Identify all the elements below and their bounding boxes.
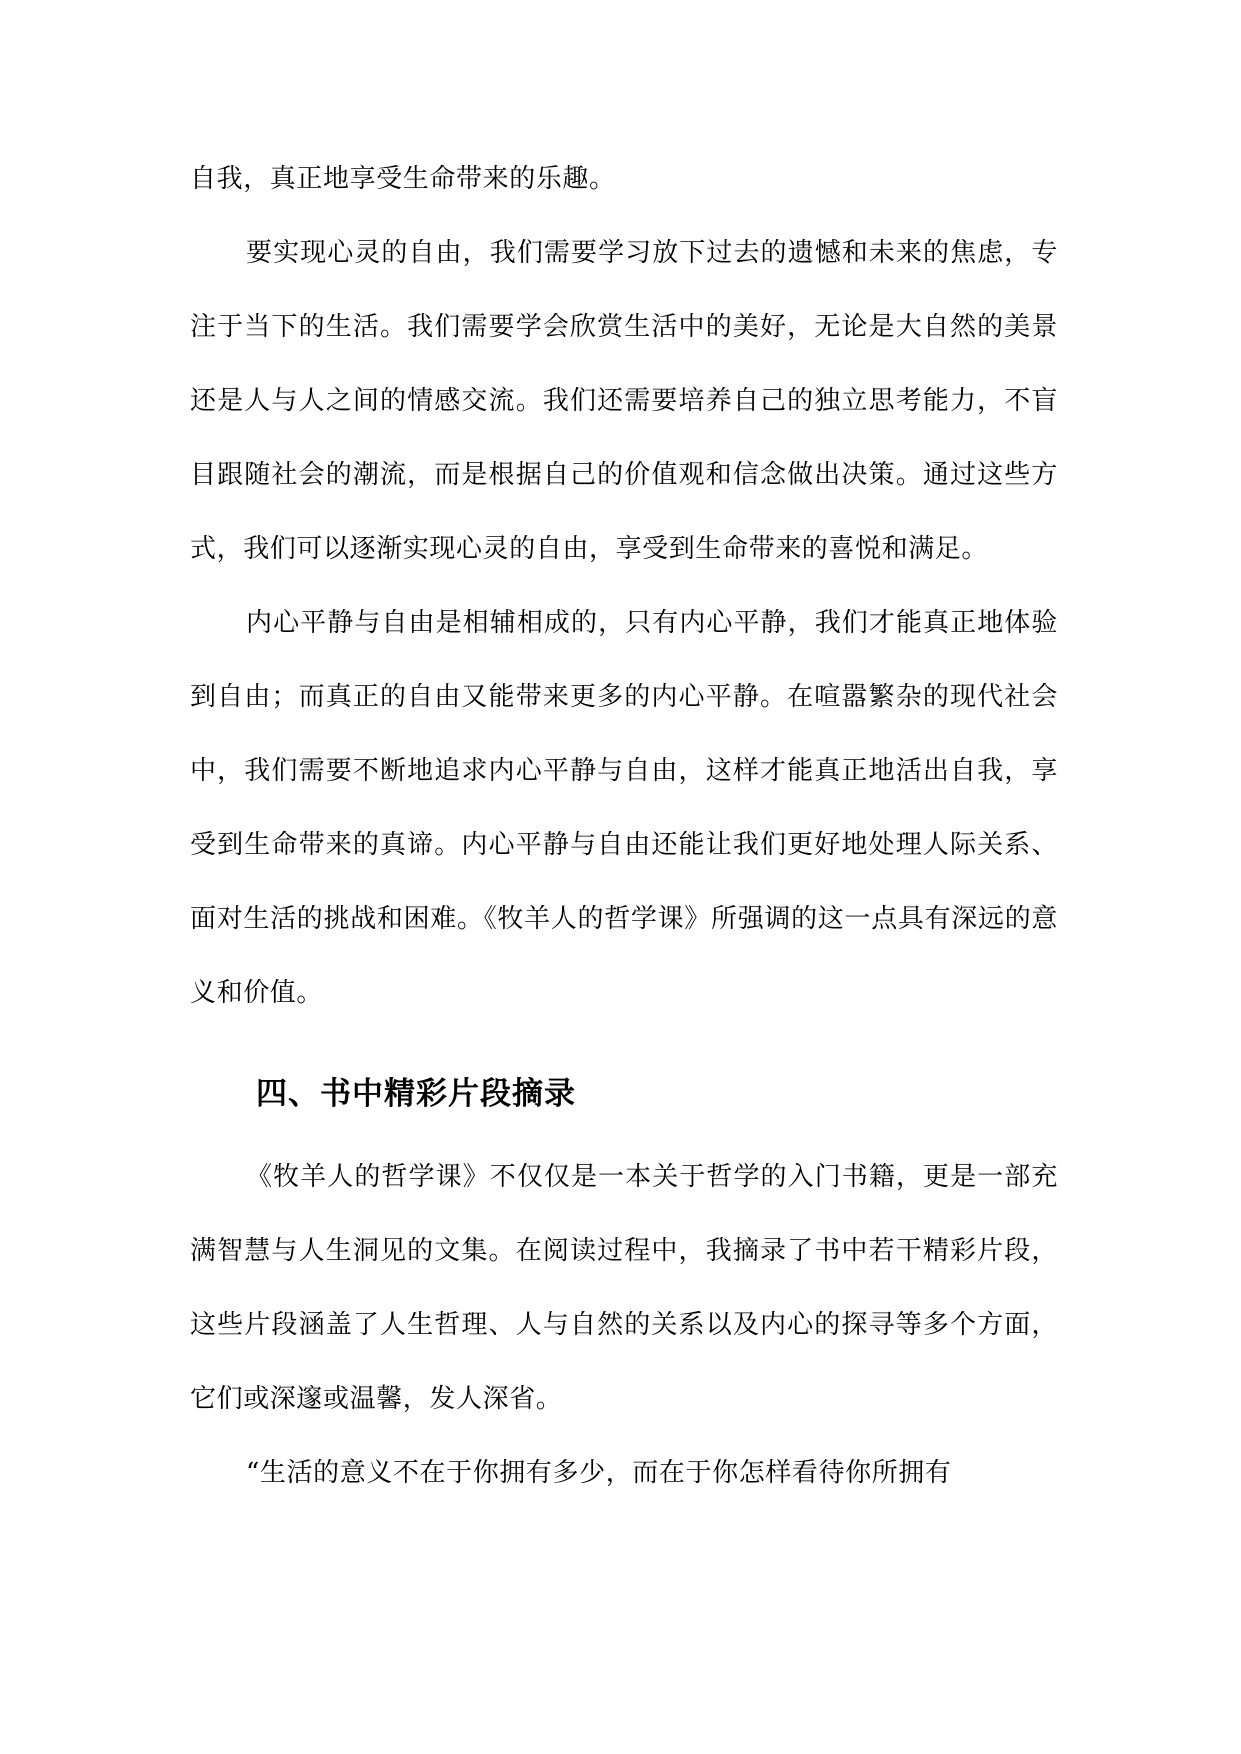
paragraph-peace-and-freedom: 内心平静与自由是相辅相成的，只有内心平静，我们才能真正地体验到自由；而真正的自由又能带来更多的内心平静。在喧嚣繁杂的现代社会中，我们需要不断地追求内心平静与自由，这样才能真正地活出自我，享受到生命带来的真谛。内心平静与自由还能让我们更好地处理人际关系、面对生活的挑战和困难。《牧羊人的哲学课》所强调的这一点具有深远的意义和价值。 <box>190 608 1058 1008</box>
paragraph-quote: “生活的意义不在于你拥有多少，而在于你怎样看待你所拥有 <box>246 1458 952 1488</box>
paragraph-mind-freedom: 要实现心灵的自由，我们需要学习放下过去的遗憾和未来的焦虑，专注于当下的生活。我们需要学会欣赏生活中的美好，无论是大自然的美景还是人与人之间的情感交流。我们还需要培养自己的独立思考能力，不盲目跟随社会的潮流，而是根据自己的价值观和信念做出决策。通过这些方式，我们可以逐渐实现心灵的自由，享受到生命带来的喜悦和满足。 <box>190 238 1058 564</box>
document-body <box>190 142 1058 1510</box>
paragraph-continuation: 自我，真正地享受生命带来的乐趣。 <box>190 164 616 194</box>
section-heading: 四、书中精彩片段摘录 <box>256 1076 576 1112</box>
paragraph-excerpts-intro: 《牧羊人的哲学课》不仅仅是一本关于哲学的入门书籍，更是一部充满智慧与人生洞见的文集。在阅读过程中，我摘录了书中若干精彩片段，这些片段涵盖了人生哲理、人与自然的关系以及内心的探寻等多个方面，它们或深邃或温馨，发人深省。 <box>190 1162 1058 1414</box>
